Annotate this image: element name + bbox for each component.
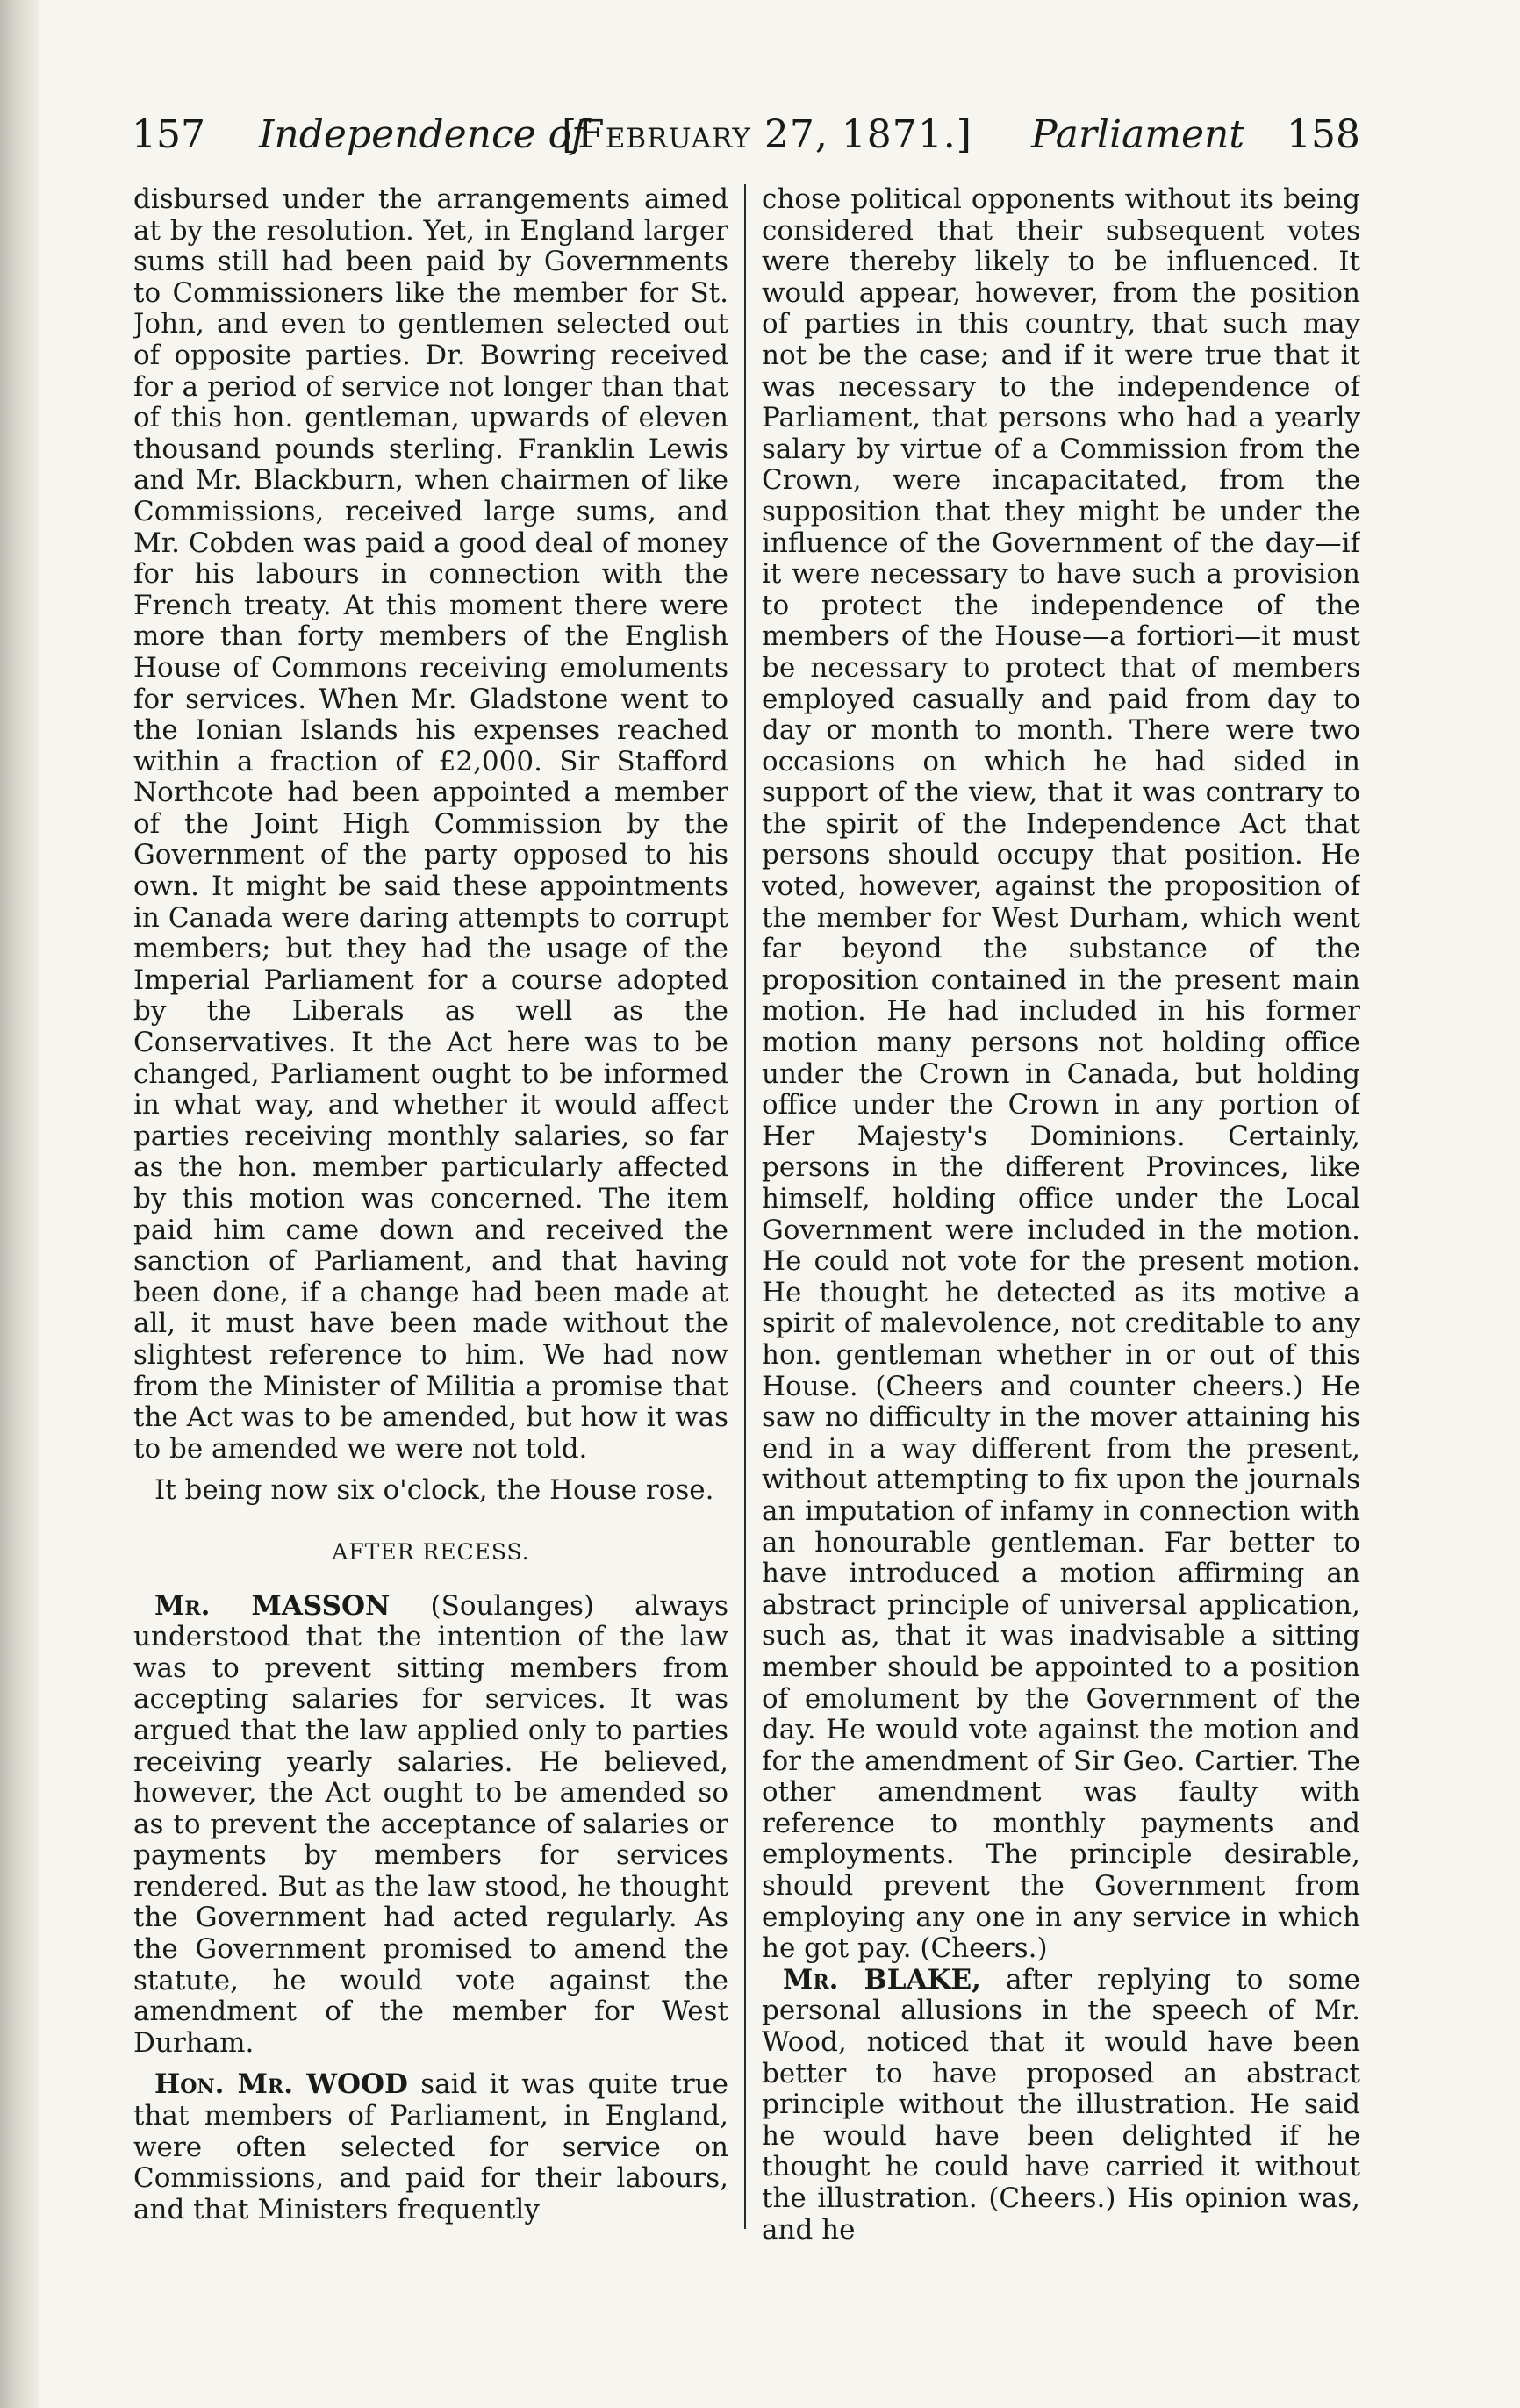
column-divider bbox=[744, 184, 746, 2229]
speech-paragraph bbox=[762, 1965, 1360, 2246]
page-number-right: 158 bbox=[1287, 112, 1360, 157]
page-binding-shadow bbox=[0, 0, 39, 2408]
speech-text: (Soulanges) always understood that the intention of the law was to prevent sitting members from accepting salaries for services. It was argued that the law applied only to parties receiving yearly salaries. He believed, however, the Act ought to be amended so as to prevent the acceptance of salaries or payments by members for services rendered. But as the law stood, he thought the Government had acted regularly. As the Government promised to amend the statute, he would vote against the amendment of the member for West Durham. bbox=[133, 1589, 728, 2059]
speech-paragraph bbox=[133, 2069, 728, 2225]
page-number-left: 157 bbox=[132, 112, 205, 157]
speaker-name: Hon. Mr. WOOD bbox=[154, 2068, 408, 2101]
paragraph: chose political opponents without its being considered that their subsequent votes were thereby likely to be influenced. It would appear, however, from the position of parties in this country, that such may not be the case; and if it were true that it was necessary to the independence of Parliament, that persons who had a yearly salary by virtue of a Commission from the Crown, were incapacitated, from the supposition that they might be under the influence of the Government of the day—if it were necessary to have such a provision to protect the independence of the members of the House—a fortiori—it must be necessary to protect that of members employed casually and paid from day to day or month to month. There were two occasions on which he had sided in support of the view, that it was contrary to the spirit of the Independence Act that persons should occupy that position. He voted, however, against the proposition of the member for West Durham, which went far beyond the substance of the proposition contained in the present main motion. He had included in his former motion many persons not holding office under the Crown in Canada, but holding office under the Crown in any portion of Her Majesty's Dominions. Certainly, persons in the different Provinces, like himself, holding office under the Local Government were included in the motion. He could not vote for the present motion. He thought he detected as its motive a spirit of malevolence, not creditable to any hon. gentleman whether in or out of this House. (Cheers and counter cheers.) He saw no difficulty in the mover attaining his end in a way different from the present, without attempting to fix upon the journals an imputation of infamy in connection with an honourable gentleman. Far better to have introduced a motion affirming an abstract principle of universal application, such as, that it was inadvisable a sitting member should be appointed to a position of emolument by the Government of the day. He would vote against the motion and for the amendment of Sir Geo. Cartier. The other amendment was faulty with reference to monthly payments and employments. The principle desirable, should prevent the Government from employing any one in any service in which he got pay. (Cheers.) bbox=[762, 184, 1360, 1965]
speech-paragraph bbox=[133, 1591, 728, 2060]
right-column bbox=[762, 184, 1360, 2343]
speaker-name: Mr. BLAKE, bbox=[783, 1963, 981, 1996]
running-date: [February 27, 1871.] bbox=[562, 112, 972, 157]
running-title-right: Parliament bbox=[1031, 112, 1245, 157]
section-heading: AFTER RECESS. bbox=[332, 1538, 530, 1565]
paragraph: It being now six o'clock, the House rose. bbox=[154, 1474, 714, 1507]
left-column bbox=[133, 184, 728, 2343]
page-header bbox=[132, 112, 1360, 174]
paragraph: disbursed under the arrangements aimed at by the resolution. Yet, in England larger sums still had been paid by Governments to Commissioners like the member for St. John, and even to gentlemen selected out of opposite parties. Dr. Bowring received for a period of service not longer than that of this hon. gentleman, upwards of eleven thousand pounds sterling. Franklin Lewis and Mr. Blackburn, when chairmen of like Commissions, received large sums, and Mr. Cobden was paid a good deal of money for his labours in connection with the French treaty. At this moment there were more than forty members of the English House of Commons receiving emoluments for services. When Mr. Gladstone went to the Ionian Islands his expenses reached within a fraction of £2,000. Sir Stafford Northcote had been appointed a member of the Joint High Commission by the Government of the party opposed to his own. It might be said these appointments in Canada were daring attempts to corrupt members; but they had the usage of the Imperial Parliament for a course adopted by the Liberals as well as the Conservatives. It the Act here was to be changed, Parliament ought to be informed in what way, and whether it would affect parties receiving monthly salaries, so far as the hon. member particularly affected by this motion was concerned. The item paid him came down and received the sanction of Parliament, and that having been done, if a change had been made at all, it must have been made without the slightest reference to him. We had now from the Minister of Militia a promise that the Act was to be amended, but how it was to be amended we were not told. bbox=[133, 184, 728, 1465]
speaker-name: Mr. MASSON bbox=[154, 1589, 391, 1622]
speech-text: said it was quite true that members of Parliament, in England, were often selected for service on Commissions, and paid for their labours, and that Ministers frequently bbox=[133, 2068, 728, 2225]
running-title-left: Independence of bbox=[259, 112, 586, 157]
speech-text: after replying to some personal allusions in the speech of Mr. Wood, noticed that it would have been better to have proposed an abstract principle without the illustration. He said he would have been delighted if he thought he could have carried it without the illustration. (Cheers.) His opinion was, and he bbox=[762, 1963, 1360, 2246]
